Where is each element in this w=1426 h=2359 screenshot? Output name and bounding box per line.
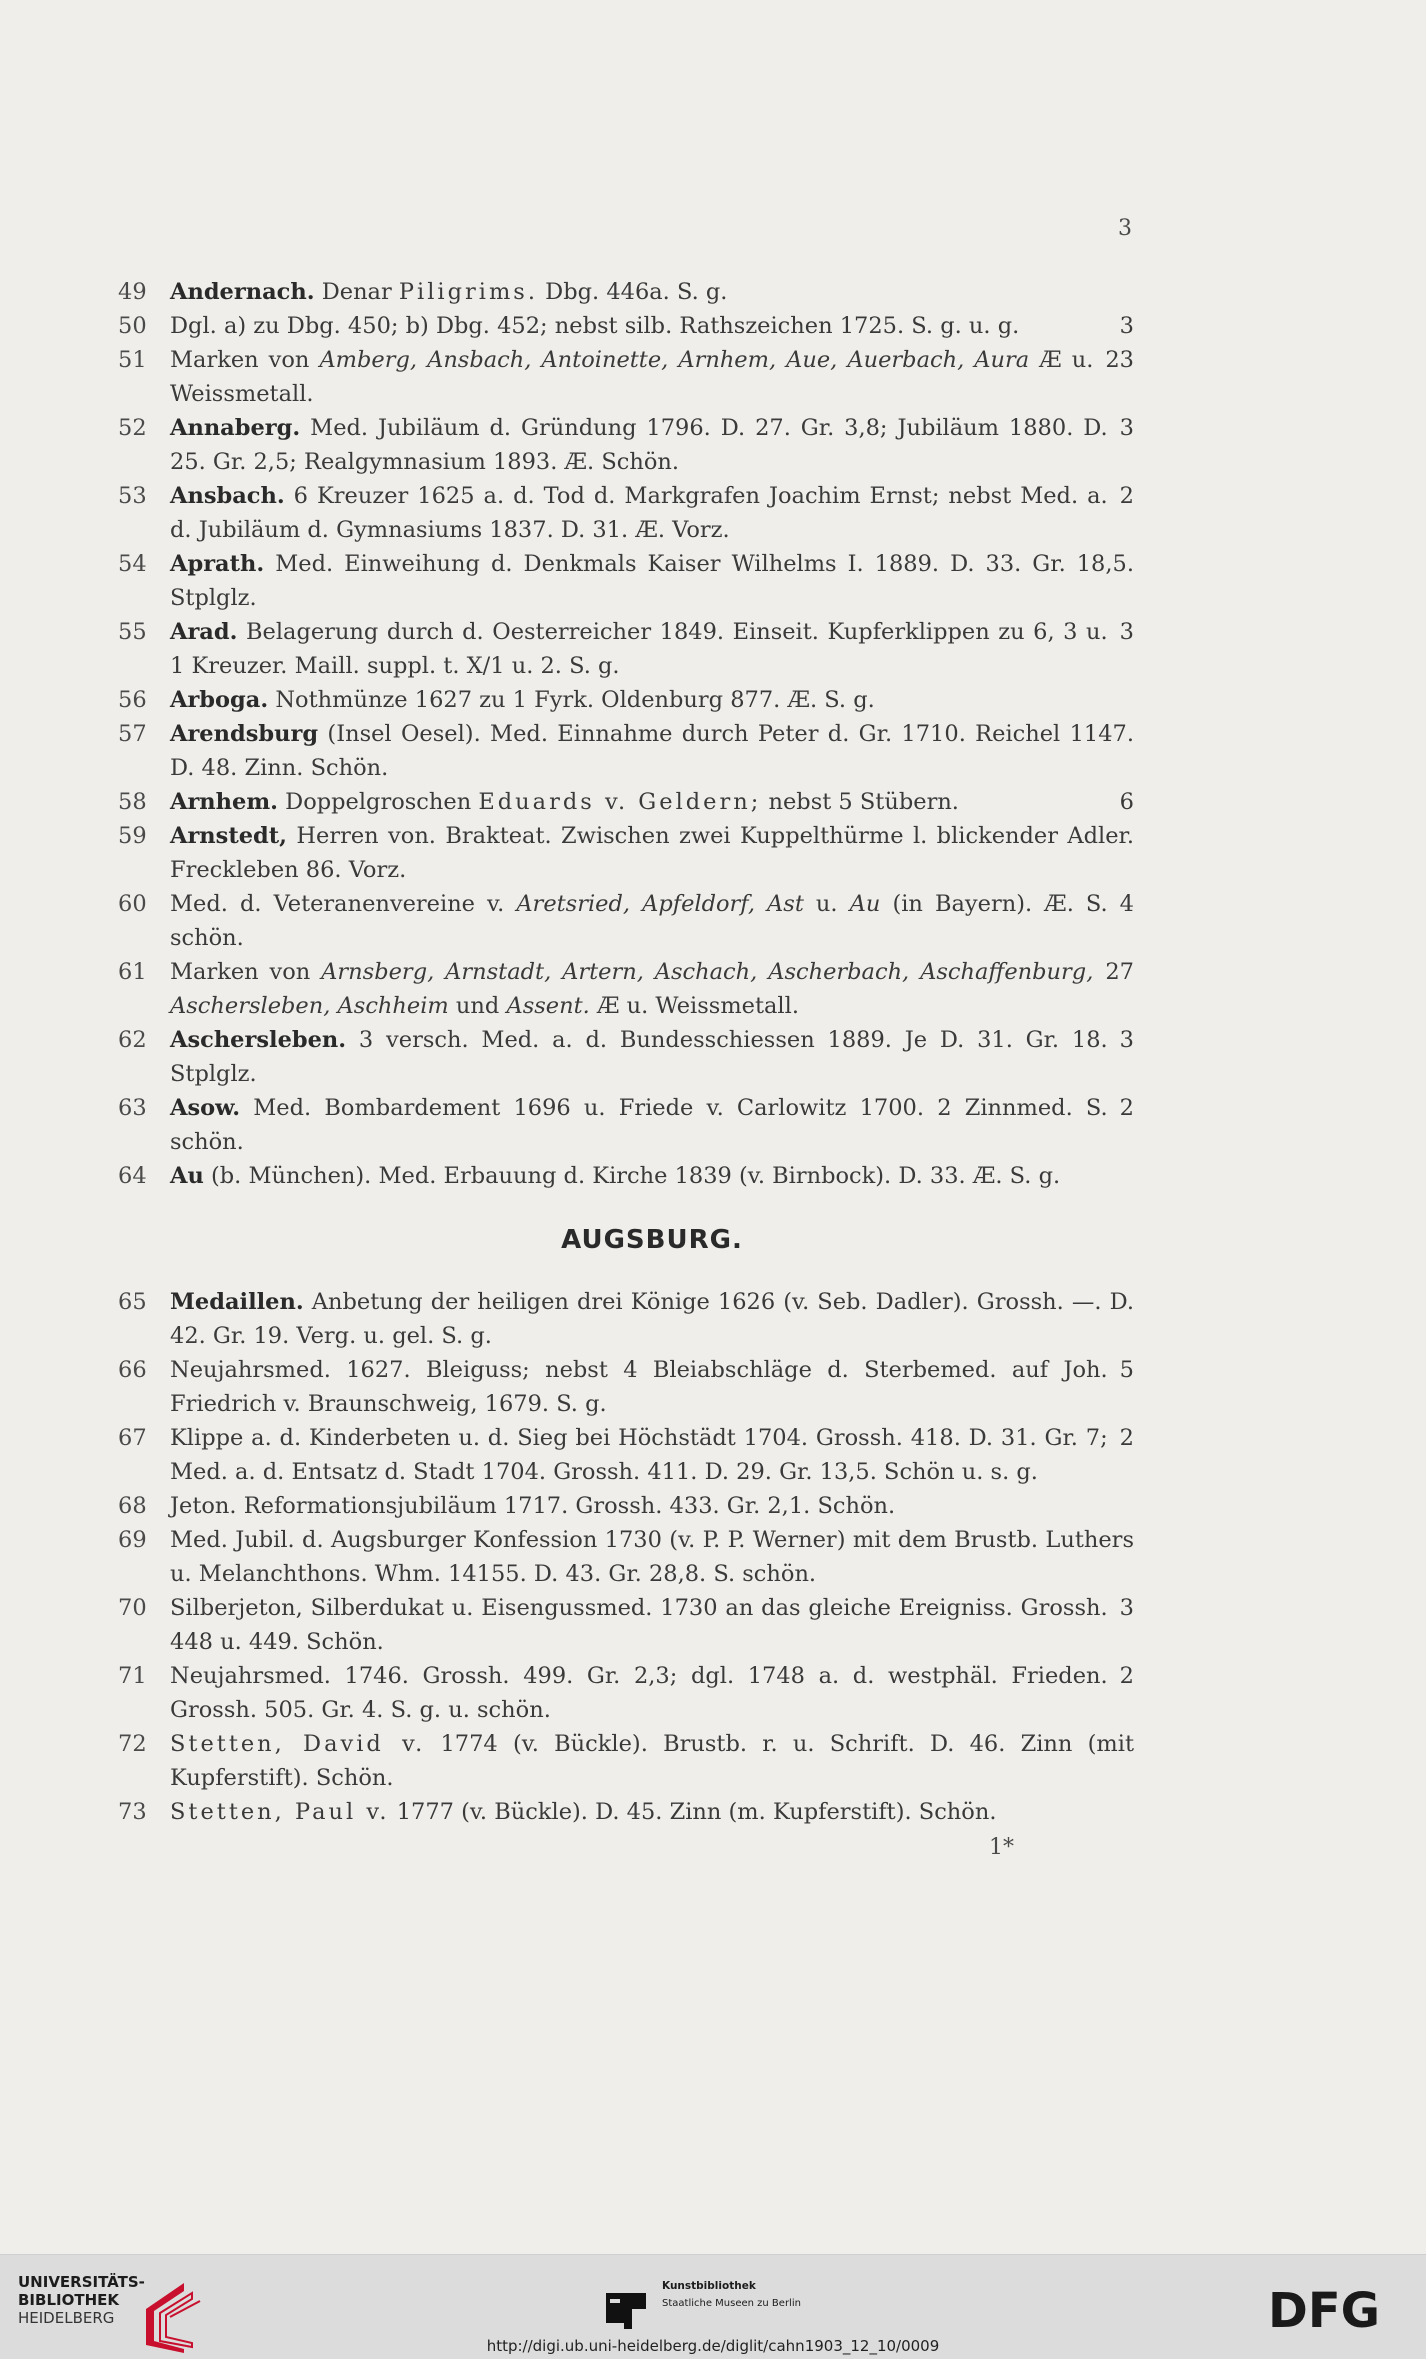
entry-heading: Arnhem. [170, 789, 278, 815]
entry-text: (in Bayern). Æ. S. schön. [170, 891, 1108, 951]
entry-heading: Medaillen. [170, 1289, 304, 1315]
entry-text: Marken von [170, 347, 320, 373]
entry-number: 58 [118, 789, 147, 815]
entry-text: Dbg. 446a. S. g. [538, 279, 728, 305]
catalog-entry [118, 1353, 1134, 1421]
catalog-entry [118, 1591, 1134, 1659]
entry-price: 3 [1119, 1595, 1134, 1621]
footer-bar [0, 2254, 1426, 2359]
entry-heading: Ansbach. [170, 483, 285, 509]
entry-text-italic: Assent. [506, 993, 590, 1019]
entry-price: 3 [1119, 415, 1134, 441]
entry-description [170, 615, 1134, 683]
catalog-entry [118, 343, 1134, 411]
catalog-entry [118, 1727, 1134, 1795]
kunstbibliothek-emblem-icon [606, 2291, 646, 2331]
catalog-entry [118, 819, 1134, 887]
entry-description [170, 955, 1134, 1023]
entry-heading: Andernach. [170, 279, 315, 305]
entry-text: Æ u. Weissmetall. [589, 993, 799, 1019]
entry-text: Denar [314, 279, 399, 305]
entry-description [170, 547, 1134, 615]
entry-price: 3 [1119, 313, 1134, 339]
entry-text: Anbetung der heiligen drei Könige 1626 (v. Seb. Dadler). Grossh. —. D. 42. Gr. 19. Verg. u. gel. S. g. [170, 1289, 1134, 1349]
entry-number: 63 [118, 1095, 147, 1121]
uni-logo-line-1: UNIVERSITÄTS- [18, 2273, 145, 2291]
entry-heading: Arendsburg [170, 721, 319, 747]
entry-heading: Arboga. [170, 687, 269, 713]
entry-number: 51 [118, 347, 147, 373]
entry-description [170, 1023, 1134, 1091]
entry-number: 59 [118, 823, 147, 849]
entry-description [170, 819, 1134, 887]
catalog-entry [118, 1421, 1134, 1489]
entry-text: 1774 (v. Bückle). Brustb. r. u. Schrift. D. 46. Zinn (mit Kupferstift). Schön. [170, 1731, 1134, 1791]
entry-description [170, 1285, 1134, 1353]
entry-description [170, 1727, 1134, 1795]
entry-text: Doppelgroschen [278, 789, 479, 815]
catalog-entry [118, 1159, 1134, 1193]
entry-text: Marken von [170, 959, 322, 985]
entry-number: 61 [118, 959, 147, 985]
catalog-entries [118, 275, 1134, 1860]
entry-number: 70 [118, 1595, 147, 1621]
entry-price: 2 [1119, 1425, 1134, 1451]
entry-number: 55 [118, 619, 147, 645]
entry-number: 50 [118, 313, 147, 339]
entry-number: 73 [118, 1799, 147, 1825]
entry-number: 66 [118, 1357, 147, 1383]
entry-text: u. [803, 891, 850, 917]
entry-description [170, 1591, 1134, 1659]
catalog-entry [118, 887, 1134, 955]
page-number: 3 [1118, 216, 1132, 241]
signature-mark: 1* [989, 1835, 1014, 1860]
entry-description [170, 1659, 1134, 1727]
catalog-entry [118, 479, 1134, 547]
catalog-entry [118, 1489, 1134, 1523]
entry-text: nebst 5 Stübern. [761, 789, 959, 815]
entry-list-general [118, 275, 1134, 1193]
entry-number: 57 [118, 721, 147, 747]
catalog-entry [118, 785, 1134, 819]
entry-text-spaced: Stetten, Paul v. [170, 1799, 390, 1825]
entry-text: Nothmünze 1627 zu 1 Fyrk. Oldenburg 877. Æ. S. g. [268, 687, 875, 713]
catalog-entry [118, 1659, 1134, 1727]
entry-text: und [448, 993, 507, 1019]
dfg-logo-text: DFG [1268, 2285, 1381, 2333]
entry-number: 49 [118, 279, 147, 305]
entry-number: 64 [118, 1163, 147, 1189]
entry-description [170, 683, 1134, 717]
entry-number: 65 [118, 1289, 147, 1315]
entry-description [170, 309, 1134, 343]
catalog-entry [118, 1795, 1134, 1829]
entry-description [170, 411, 1134, 479]
entry-description [170, 717, 1134, 785]
dfg-logo[interactable] [1268, 2285, 1408, 2333]
entry-description [170, 479, 1134, 547]
entry-heading: Aschersleben. [170, 1027, 347, 1053]
entry-description [170, 1353, 1134, 1421]
catalog-entry [118, 309, 1134, 343]
entry-number: 54 [118, 551, 147, 577]
catalog-entry [118, 275, 1134, 309]
entry-number: 71 [118, 1663, 147, 1689]
entry-text: 6 Kreuzer 1625 a. d. Tod d. Markgrafen Joachim Ernst; nebst Med. a. d. Jubiläum d. Gymnasiums 1837. D. 31. Æ. Vorz. [170, 483, 1108, 543]
entry-text: Med. Jubil. d. Augsburger Konfession 1730 (v. P. P. Werner) mit dem Brustb. Luthers u. Melanchthons. Whm. 14155. D. 43. Gr. 28,8. S. schön. [170, 1527, 1134, 1587]
entry-number: 52 [118, 415, 147, 441]
entry-text: (b. München). Med. Erbauung d. Kirche 1839 (v. Birnbock). D. 33. Æ. S. g. [203, 1163, 1061, 1189]
catalog-entry [118, 411, 1134, 479]
entry-price: 27 [1105, 959, 1134, 985]
entry-heading: Au [170, 1163, 204, 1189]
entry-text: 3 versch. Med. a. d. Bundesschiessen 1889. Je D. 31. Gr. 18. Stplglz. [170, 1027, 1108, 1087]
entry-heading: Annaberg. [170, 415, 301, 441]
entry-number: 69 [118, 1527, 147, 1553]
entry-heading: Asow. [170, 1095, 241, 1121]
entry-number: 68 [118, 1493, 147, 1519]
entry-description [170, 785, 1134, 819]
entry-text: Jeton. Reformationsjubiläum 1717. Grossh. 433. Gr. 2,1. Schön. [170, 1493, 896, 1519]
entry-price: 3 [1119, 619, 1134, 645]
entry-text: 1777 (v. Bückle). D. 45. Zinn (m. Kupferstift). Schön. [389, 1799, 997, 1825]
entry-text-italic: Arnsberg, Arnstadt, Artern, Aschach, Ascherbach, Aschaffenburg, Aschersleben, Aschheim [170, 959, 1094, 1019]
entry-text: Med. d. Veteranenvereine v. [170, 891, 517, 917]
entry-text-italic: Amberg, Ansbach, Antoinette, Arnhem, Aue, Auerbach, Aura [319, 347, 1030, 373]
entry-description [170, 887, 1134, 955]
entry-text-italic: Aretsried, Apfeldorf, Ast [516, 891, 804, 917]
entry-description [170, 275, 1134, 309]
entry-text: Dgl. a) zu Dbg. 450; b) Dbg. 452; nebst silb. Rathszeichen 1725. S. g. u. g. [170, 313, 1020, 339]
entry-text: Silberjeton, Silberdukat u. Eisengussmed. 1730 an das gleiche Ereigniss. Grossh. 448 u. 449. Schön. [170, 1595, 1108, 1655]
entry-description [170, 1091, 1134, 1159]
entry-description [170, 1421, 1134, 1489]
entry-price: 6 [1119, 789, 1134, 815]
entry-price: 2 [1119, 483, 1134, 509]
entry-number: 56 [118, 687, 147, 713]
entry-text: Herren von. Brakteat. Zwischen zwei Kuppelthürme l. blickender Adler. Freckleben 86. Vorz. [170, 823, 1134, 883]
entry-number: 62 [118, 1027, 147, 1053]
entry-price: 2 [1119, 1663, 1134, 1689]
catalog-entry [118, 1091, 1134, 1159]
entry-description [170, 1795, 1134, 1829]
entry-number: 67 [118, 1425, 147, 1451]
entry-text: Med. Einweihung d. Denkmals Kaiser Wilhelms I. 1889. D. 33. Gr. 18,5. Stplglz. [170, 551, 1134, 611]
catalog-entry [118, 1285, 1134, 1353]
document-url-link[interactable]: http://digi.ub.uni-heidelberg.de/diglit/cahn1903_12_10/0009 [486, 2337, 940, 2355]
entry-description [170, 1523, 1134, 1591]
kunstbibliothek-subtitle: Staatliche Museen zu Berlin [662, 2298, 801, 2309]
entry-list-augsburg [118, 1285, 1134, 1829]
catalog-entry [118, 615, 1134, 683]
entry-description [170, 1159, 1134, 1193]
entry-price: 2 [1119, 1095, 1134, 1121]
uni-logo-line-2: BIBLIOTHEK [18, 2291, 119, 2309]
entry-text: Med. Bombardement 1696 u. Friede v. Carlowitz 1700. 2 Zinnmed. S. schön. [170, 1095, 1108, 1155]
entry-price: 3 [1119, 1027, 1134, 1053]
catalog-entry [118, 1023, 1134, 1091]
entry-text: Æ u. Weissmetall. [170, 347, 1094, 407]
entry-text: Neujahrsmed. 1746. Grossh. 499. Gr. 2,3; dgl. 1748 a. d. westphäl. Frieden. Grossh. 505. Gr. 4. S. g. u. schön. [170, 1663, 1108, 1723]
entry-text: Neujahrsmed. 1627. Bleiguss; nebst 4 Bleiabschläge d. Sterbemed. auf Joh. Friedrich v. Braunschweig, 1679. S. g. [170, 1357, 1108, 1417]
entry-number: 72 [118, 1731, 147, 1757]
catalog-entry [118, 683, 1134, 717]
entry-price: 4 [1119, 891, 1134, 917]
catalog-entry [118, 717, 1134, 785]
entry-heading: Arad. [170, 619, 238, 645]
kunstbibliothek-name: Kunstbibliothek [662, 2280, 756, 2292]
entry-text-spaced: Eduards v. Geldern; [478, 789, 762, 815]
entry-text: (Insel Oesel). Med. Einnahme durch Peter d. Gr. 1710. Reichel 1147. D. 48. Zinn. Schön. [170, 721, 1134, 781]
entry-text-spaced: Piligrims. [398, 279, 539, 305]
entry-text: Med. Jubiläum d. Gründung 1796. D. 27. Gr. 3,8; Jubiläum 1880. D. 25. Gr. 2,5; Realgymnasium 1893. Æ. Schön. [170, 415, 1108, 475]
catalog-entry [118, 547, 1134, 615]
entry-description [170, 1489, 1134, 1523]
section-heading-augsburg: AUGSBURG. [561, 1225, 743, 1255]
entry-heading: Aprath. [170, 551, 265, 577]
entry-number: 53 [118, 483, 147, 509]
entry-heading: Arnstedt, [170, 823, 288, 849]
entry-price: 5 [1119, 1357, 1134, 1383]
catalog-entry [118, 1523, 1134, 1591]
entry-text-italic: Au [849, 891, 881, 917]
university-library-logo[interactable] [18, 2273, 208, 2343]
entry-text: Belagerung durch d. Oesterreicher 1849. Einseit. Kupferklippen zu 6, 3 u. 1 Kreuzer. Maill. suppl. t. X/1 u. 2. S. g. [170, 619, 1108, 679]
entry-text-spaced: Stetten, David v. [170, 1731, 426, 1757]
uni-logo-line-3: HEIDELBERG [18, 2309, 115, 2327]
entry-text: Klippe a. d. Kinderbeten u. d. Sieg bei Höchstädt 1704. Grossh. 418. D. 31. Gr. 7; Med. a. d. Entsatz d. Stadt 1704. Grossh. 411. D. 29. Gr. 13,5. Schön u. s. g. [170, 1425, 1108, 1485]
entry-price: 23 [1105, 347, 1134, 373]
entry-description [170, 343, 1134, 411]
catalog-entry [118, 955, 1134, 1023]
entry-number: 60 [118, 891, 147, 917]
